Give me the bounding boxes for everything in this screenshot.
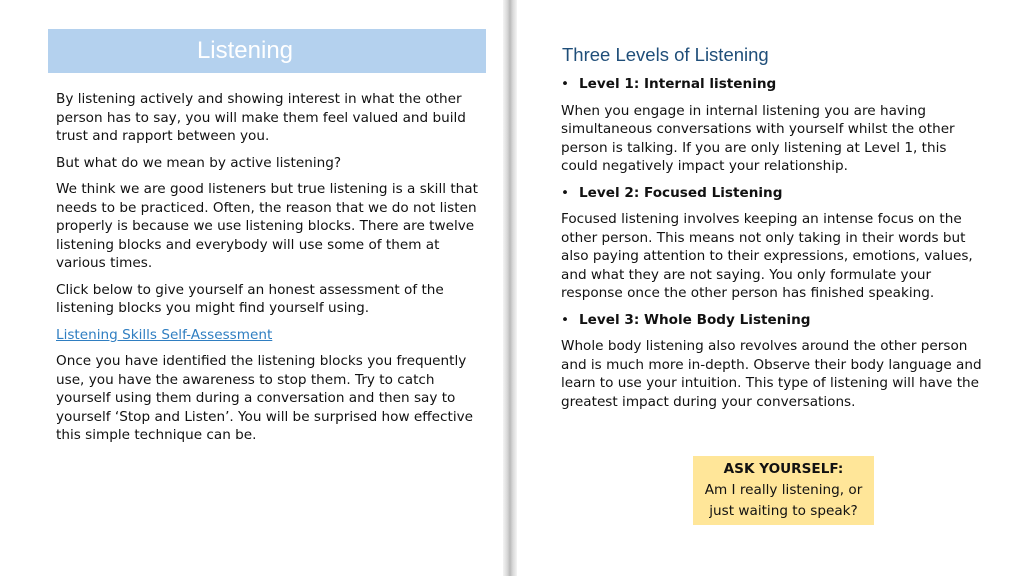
level-3-heading <box>561 311 986 330</box>
level-heading-text: Level 2: Focused Listening <box>579 184 783 201</box>
right-page <box>517 0 1024 576</box>
level-2-heading <box>561 184 986 203</box>
title-banner <box>48 29 486 73</box>
book-spine <box>503 0 517 576</box>
callout-title: ASK YOURSELF: <box>723 461 844 477</box>
level-1-heading <box>561 75 986 94</box>
callout-line-1: Am I really listening, or <box>704 482 863 498</box>
level-heading-text: Level 1: Internal listening <box>579 76 777 92</box>
ask-yourself-callout <box>693 456 874 525</box>
bullet-icon: • <box>561 184 570 201</box>
self-assessment-link[interactable]: Listening Skills Self-Assessment <box>56 326 273 343</box>
page-title: Listening <box>196 37 294 64</box>
intro-paragraph: By listening actively and showing interest in what the other person has to say, you will make them feel valued and build trust and rapport between you. <box>56 91 466 144</box>
left-body <box>56 90 484 453</box>
bullet-icon: • <box>561 76 570 92</box>
callout-line-2: just waiting to speak? <box>709 503 858 519</box>
section-title: Three Levels of Listening <box>562 44 769 65</box>
closing-paragraph: Once you have identified the listening blocks you frequently use, you have the awareness to stop them. Try to catch yourself using them during a conversation and then say to yourself ‘Stop and Listen’. You will be surprised how effective this simple technique can be. <box>56 353 474 443</box>
level-3-text: Whole body listening also revolves around the other person and is much more in-depth. Observe their body language and learn to use your intuition. This type of listening will have the greatest impact during your conversations. <box>561 338 982 410</box>
level-2-text: Focused listening involves keeping an intense focus on the other person. This means not only taking in their words but also paying attention to their expressions, emotions, values, and what they are not saying. You only formulate your response once the other person has finished speaking. <box>561 211 973 301</box>
link-paragraph <box>56 326 484 345</box>
left-page <box>0 0 503 576</box>
question-paragraph: But what do we mean by active listening? <box>56 154 342 171</box>
instruction-paragraph: Click below to give yourself an honest assessment of the listening blocks you might find yourself using. <box>56 281 444 316</box>
blocks-paragraph: We think we are good listeners but true listening is a skill that needs to be practiced. Often, the reason that we do not listen properly is because we use listening blocks. There are twelve listening blocks and everybody will use some of them at various times. <box>56 181 478 271</box>
right-body <box>561 75 986 419</box>
bullet-icon: • <box>561 311 570 328</box>
level-heading-text: Level 3: Whole Body Listening <box>579 311 811 328</box>
level-1-text: When you engage in internal listening you are having simultaneous conversations with yourself whilst the other person is talking. If you are only listening at Level 1, this could negatively impact your relationship. <box>561 102 955 174</box>
